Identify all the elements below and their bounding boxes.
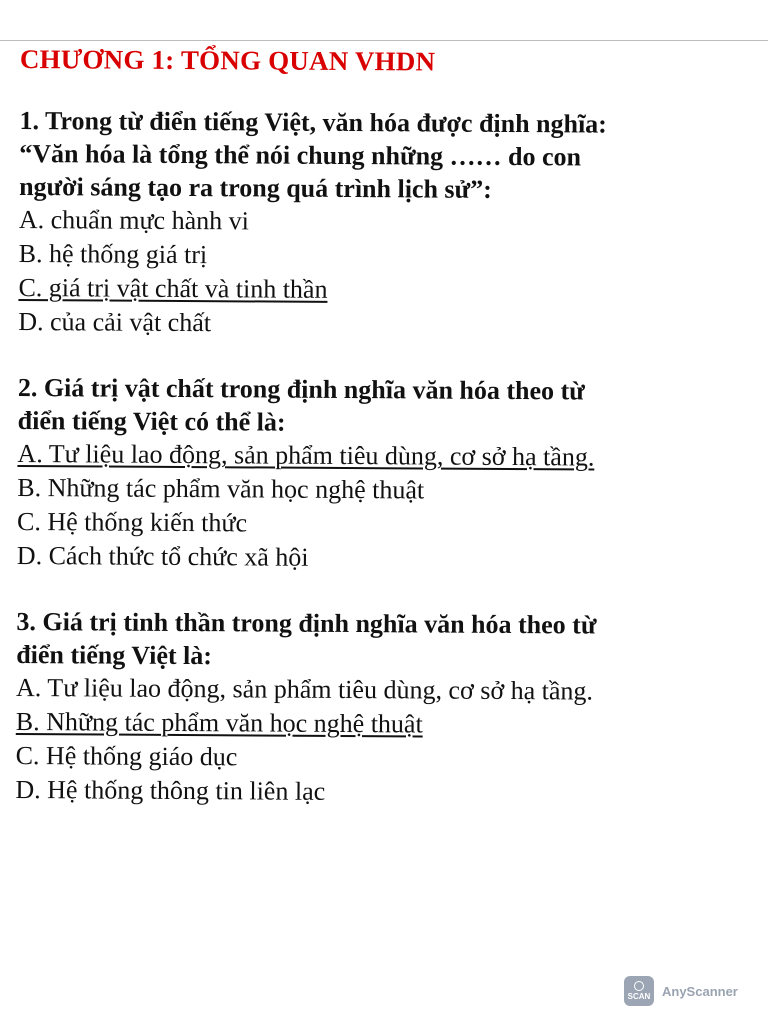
- option-c-answer: C. giá trị vật chất và tinh thần: [18, 272, 328, 304]
- question-3: [15, 605, 616, 811]
- option-c: C. Hệ thống kiến thức: [16, 506, 248, 538]
- document-page: [15, 42, 620, 843]
- option-d: D. Cách thức tổ chức xã hội: [16, 540, 309, 572]
- question-text: 3. Giá trị tinh thần trong định nghĩa văn hóa theo từ điển tiếng Việt là:: [16, 606, 597, 671]
- question-1: [18, 104, 619, 343]
- option-b-answer: B. Những tác phẩm văn học nghệ thuật: [15, 706, 423, 739]
- option-d: D. Hệ thống thông tin liên lạc: [15, 774, 326, 806]
- scan-ring-icon: [634, 981, 644, 991]
- option-c: C. Hệ thống giáo dục: [15, 740, 238, 772]
- scan-icon-text: SCAN: [627, 992, 651, 1001]
- scan-top-edge: [0, 40, 768, 41]
- scan-icon: [624, 976, 654, 1006]
- question-text: 1. Trong từ điển tiếng Việt, văn hóa được định nghĩa: “Văn hóa là tổng thể nói chung những …… do con người sáng tạo ra trong quá trình lịch sử”:: [19, 105, 607, 204]
- option-a: A. Tư liệu lao động, sản phẩm tiêu dùng, cơ sở hạ tầng.: [15, 672, 594, 706]
- anyscanner-watermark: [624, 976, 738, 1006]
- question-2: [17, 371, 618, 577]
- chapter-title: CHƯƠNG 1: TỔNG QUAN VHDN: [19, 43, 436, 77]
- option-a-answer: A. Tư liệu lao động, sản phẩm tiêu dùng, cơ sở hạ tầng.: [17, 438, 595, 472]
- option-b: B. Những tác phẩm văn học nghệ thuật: [17, 472, 425, 505]
- option-d: D. của cải vật chất: [18, 306, 212, 338]
- option-a: A. chuẩn mực hành vi: [18, 204, 249, 236]
- question-text: 2. Giá trị vật chất trong định nghĩa văn hóa theo từ điển tiếng Việt có thể là:: [17, 372, 585, 437]
- option-b: B. hệ thống giá trị: [18, 238, 208, 270]
- watermark-label: AnyScanner: [662, 983, 738, 999]
